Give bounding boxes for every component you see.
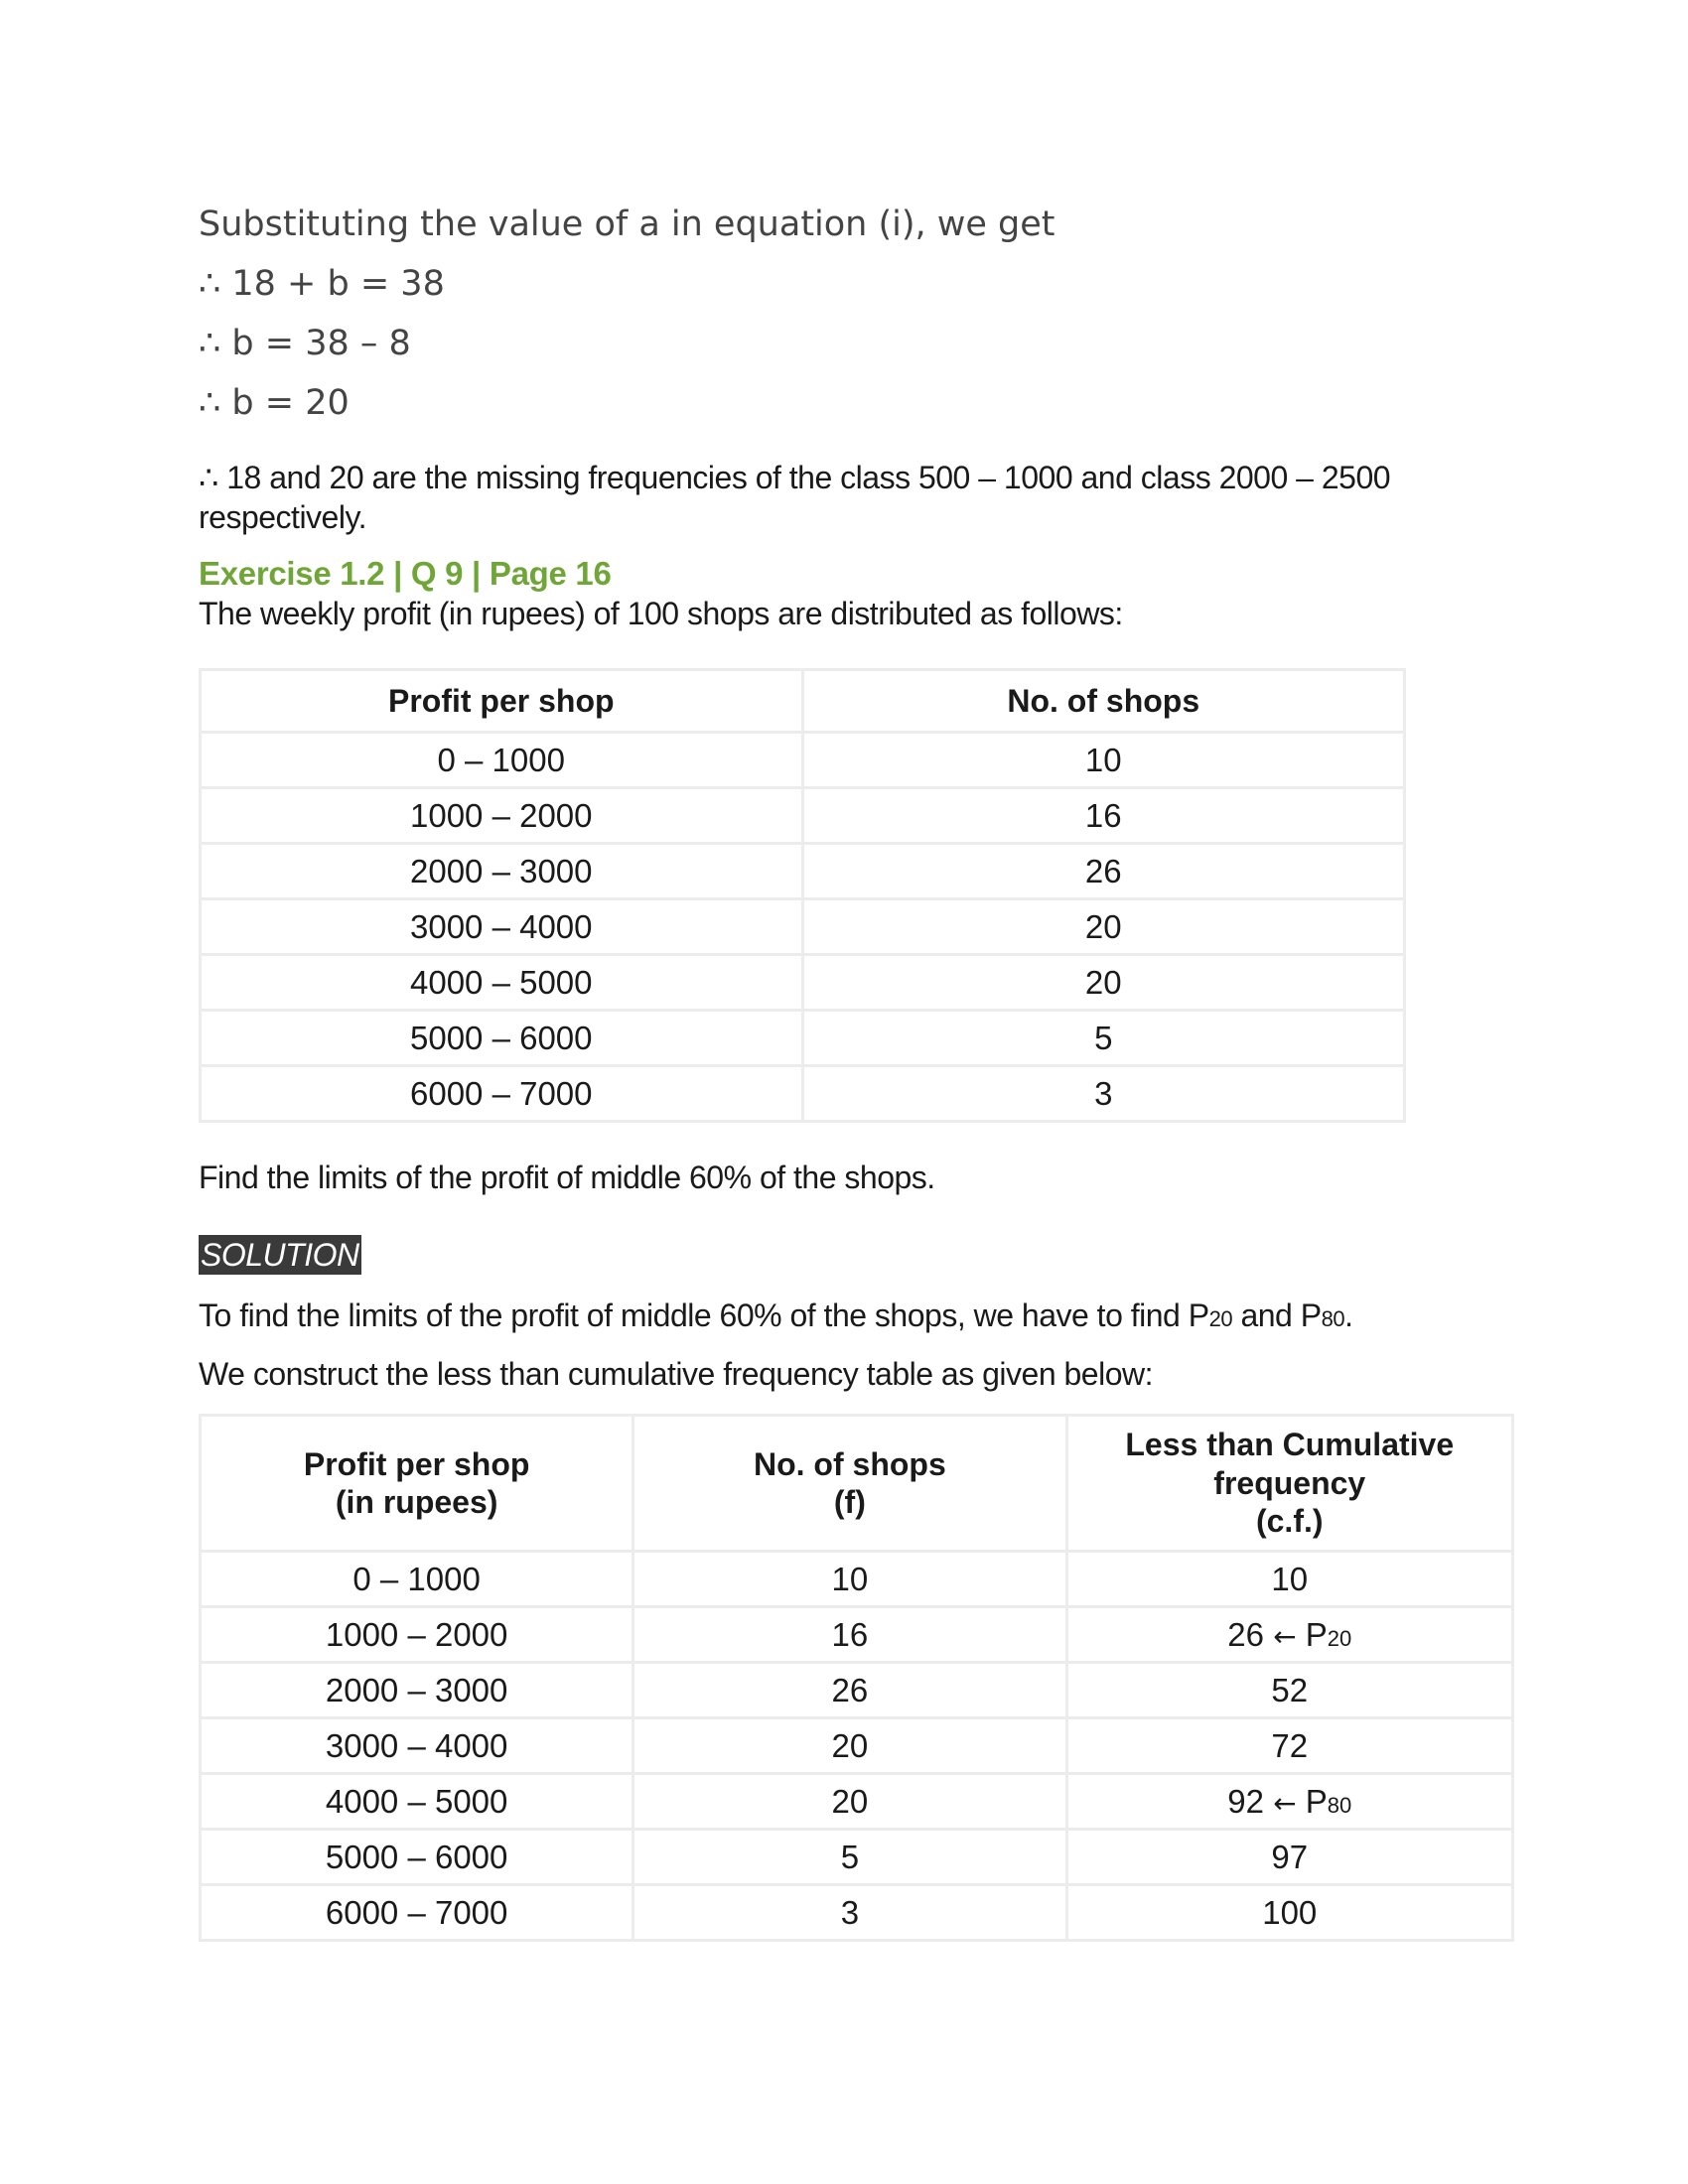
solution-line-1-end: . bbox=[1344, 1297, 1353, 1333]
solution-line-1-text: To find the limits of the profit of middle 60% of the shops, we have to find P bbox=[199, 1297, 1209, 1333]
table-row bbox=[201, 1011, 1405, 1066]
cumulative-frequency: 92 ← P80 bbox=[1066, 1774, 1513, 1830]
frequency: 10 bbox=[633, 1552, 1066, 1607]
table-row bbox=[201, 788, 1405, 844]
table-row bbox=[201, 1885, 1513, 1941]
shop-count: 3 bbox=[802, 1066, 1405, 1122]
table-row bbox=[201, 899, 1405, 955]
frequency: 16 bbox=[633, 1607, 1066, 1663]
conclusion-line-1: ∴ 18 and 20 are the missing frequencies of the class 500 – 1000 and class 2000 – 2500 bbox=[199, 460, 1391, 495]
profit-class: 5000 – 6000 bbox=[201, 1011, 803, 1066]
question-text: Find the limits of the profit of middle 60% of the shops. bbox=[199, 1160, 935, 1195]
profit-class: 0 – 1000 bbox=[201, 1552, 633, 1607]
profit-class: 1000 – 2000 bbox=[201, 788, 803, 844]
exercise-statement: The weekly profit (in rupees) of 100 shops are distributed as follows: bbox=[199, 596, 1123, 631]
table-row bbox=[201, 1718, 1513, 1774]
equation-3: ∴ b = 20 bbox=[199, 383, 350, 423]
left-arrow-icon: ← bbox=[1273, 1619, 1297, 1653]
solution-badge: SOLUTION bbox=[201, 1237, 359, 1273]
solution-line-1 bbox=[199, 1297, 1352, 1334]
frequency: 5 bbox=[633, 1830, 1066, 1885]
shop-count: 26 bbox=[802, 844, 1405, 899]
shop-count: 20 bbox=[802, 955, 1405, 1011]
equation-intro: Substituting the value of a in equation (i), we get bbox=[199, 205, 1055, 244]
solution-line-1-mid: and P bbox=[1232, 1297, 1322, 1333]
percentile-subscript: 20 bbox=[1327, 1625, 1352, 1651]
header-profit-per-shop: Profit per shop bbox=[201, 670, 803, 733]
profit-class: 4000 – 5000 bbox=[201, 955, 803, 1011]
table-row bbox=[201, 955, 1405, 1011]
table-row bbox=[201, 1552, 1513, 1607]
profit-class: 1000 – 2000 bbox=[201, 1607, 633, 1663]
table-header-row bbox=[201, 1416, 1513, 1552]
percentile-label: P bbox=[1305, 1782, 1328, 1820]
profit-class: 3000 – 4000 bbox=[201, 899, 803, 955]
header-cumulative-frequency: Less than Cumulative frequency (c.f.) bbox=[1066, 1416, 1513, 1552]
profit-class: 5000 – 6000 bbox=[201, 1830, 633, 1885]
profit-class: 3000 – 4000 bbox=[201, 1718, 633, 1774]
cumulative-frequency: 52 bbox=[1066, 1663, 1513, 1718]
frequency: 3 bbox=[633, 1885, 1066, 1941]
frequency: 20 bbox=[633, 1774, 1066, 1830]
shop-count: 20 bbox=[802, 899, 1405, 955]
cumulative-frequency: 10 bbox=[1066, 1552, 1513, 1607]
left-arrow-icon: ← bbox=[1273, 1786, 1297, 1820]
profit-class: 4000 – 5000 bbox=[201, 1774, 633, 1830]
cumulative-frequency: 97 bbox=[1066, 1830, 1513, 1885]
header-no-of-shops: No. of shops bbox=[802, 670, 1405, 733]
profit-distribution-table bbox=[199, 668, 1406, 1123]
cumulative-frequency: 100 bbox=[1066, 1885, 1513, 1941]
profit-class: 2000 – 3000 bbox=[201, 844, 803, 899]
profit-class: 6000 – 7000 bbox=[201, 1066, 803, 1122]
p80-subscript: 80 bbox=[1321, 1306, 1345, 1331]
conclusion-line-2: respectively. bbox=[199, 499, 366, 535]
table-row bbox=[201, 1774, 1513, 1830]
profit-class: 2000 – 3000 bbox=[201, 1663, 633, 1718]
table-row bbox=[201, 1663, 1513, 1718]
frequency: 20 bbox=[633, 1718, 1066, 1774]
profit-class: 6000 – 7000 bbox=[201, 1885, 633, 1941]
equation-1: ∴ 18 + b = 38 bbox=[199, 264, 445, 304]
shop-count: 16 bbox=[802, 788, 1405, 844]
equation-2: ∴ b = 38 – 8 bbox=[199, 324, 411, 363]
header-profit-per-shop: Profit per shop (in rupees) bbox=[201, 1416, 633, 1552]
cumulative-frequency: 26 ← P20 bbox=[1066, 1607, 1513, 1663]
cumulative-frequency-table bbox=[199, 1414, 1514, 1942]
table-row bbox=[201, 1607, 1513, 1663]
percentile-subscript: 80 bbox=[1327, 1792, 1352, 1818]
header-no-of-shops: No. of shops (f) bbox=[633, 1416, 1066, 1552]
table-row bbox=[201, 1830, 1513, 1885]
table-header-row bbox=[201, 670, 1405, 733]
shop-count: 10 bbox=[802, 733, 1405, 788]
shop-count: 5 bbox=[802, 1011, 1405, 1066]
cumulative-frequency: 72 bbox=[1066, 1718, 1513, 1774]
frequency: 26 bbox=[633, 1663, 1066, 1718]
solution-line-2: We construct the less than cumulative frequency table as given below: bbox=[199, 1356, 1153, 1392]
table-row bbox=[201, 733, 1405, 788]
percentile-label: P bbox=[1305, 1615, 1328, 1653]
p20-subscript: 20 bbox=[1208, 1306, 1233, 1331]
profit-class: 0 – 1000 bbox=[201, 733, 803, 788]
table-row bbox=[201, 1066, 1405, 1122]
table-row bbox=[201, 844, 1405, 899]
exercise-title: Exercise 1.2 | Q 9 | Page 16 bbox=[199, 555, 612, 592]
